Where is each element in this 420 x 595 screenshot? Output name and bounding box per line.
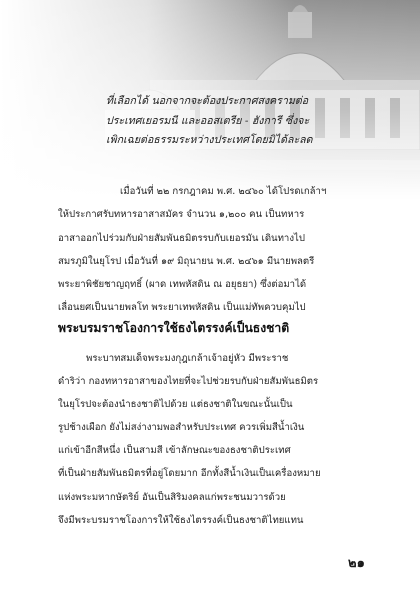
- pull-quote-line: ประเทศเยอรมนี และออสเตรีย - ฮังการี ซึ่งจะ: [106, 114, 310, 127]
- paragraph-royal-command: [58, 347, 388, 532]
- paragraph-line: อาสาออกไปร่วมกับฝ่ายสัมพันธมิตรรบกับเยอรมัน เดินทางไป: [58, 232, 305, 244]
- paragraph-line: ให้ประกาศรับทหารอาสาสมัคร จำนวน ๑,๒๐๐ คน เป็นทหาร: [58, 209, 305, 221]
- paragraph-line: ดำริว่า กองทหารอาสาของไทยที่จะไปช่วยรบกับฝ่ายสัมพันธมิตร: [58, 376, 319, 388]
- paragraph-volunteer-troops: [58, 180, 388, 320]
- section-heading: พระบรมราชโองการใช้ธงไตรรงค์เป็นธงชาติ: [58, 321, 290, 335]
- paragraph-line: จึงมีพระบรมราชโองการให้ใช้ธงไตรรงค์เป็นธงชาติไทยแทน: [58, 514, 304, 526]
- paragraph-line: แก่เข้าอีกสีหนึ่ง เป็นสามสี เข้าลักษณะของธงชาติประเทศ: [58, 445, 291, 457]
- pull-quote-line: เพิกเฉยต่อธรรมระหว่างประเทศโดยมิได้ละลด: [106, 134, 313, 146]
- paragraph-line: แห่งพระมหากษัตริย์ อันเป็นสิริมงคลแก่พระชนมวารด้วย: [58, 491, 286, 503]
- paragraph-line: พระบาทสมเด็จพระมงกุฎเกล้าเจ้าอยู่หัว มีพระราช: [86, 353, 289, 364]
- pull-quote: [106, 92, 396, 151]
- paragraph-line: พระยาพิชัยชาญฤทธิ์ (ผาด เทพหัสดิน ณ อยุธยา) ซึ่งต่อมาได้: [58, 279, 307, 291]
- paragraph-line: เลื่อนยศเป็นนายพลโท พระยาเทพหัสดิน เป็นแม่ทัพควบคุมไป: [58, 302, 306, 314]
- paragraph-line: เมื่อวันที่ ๒๒ กรกฎาคม พ.ศ. ๒๔๖๐ ได้โปรดเกล้าฯ: [120, 186, 327, 197]
- paragraph-line: ที่เป็นฝ่ายสัมพันธมิตรที่อยู่โดยมาก อีกทั้งสีน้ำเงินเป็นเครื่องหมาย: [58, 468, 321, 480]
- paragraph-line: สมรภูมิในยุโรป เมื่อวันที่ ๑๙ มิถุนายน พ.ศ. ๒๔๖๑ มีนายพลตรี: [58, 255, 315, 267]
- paragraph-line: ในยุโรปจะต้องนำธงชาติไปด้วย แต่ธงชาติในขณะนั้นเป็น: [58, 399, 293, 411]
- page-number: ๒๑: [348, 556, 365, 571]
- pull-quote-line: ที่เลือกได้ นอกจากจะต้องประกาศสงครามต่อ: [106, 95, 309, 107]
- paragraph-line: รูปช้างเผือก ยังไม่สง่างามพอสำหรับประเทศ ควรเพิ่มสีน้ำเงิน: [58, 422, 305, 434]
